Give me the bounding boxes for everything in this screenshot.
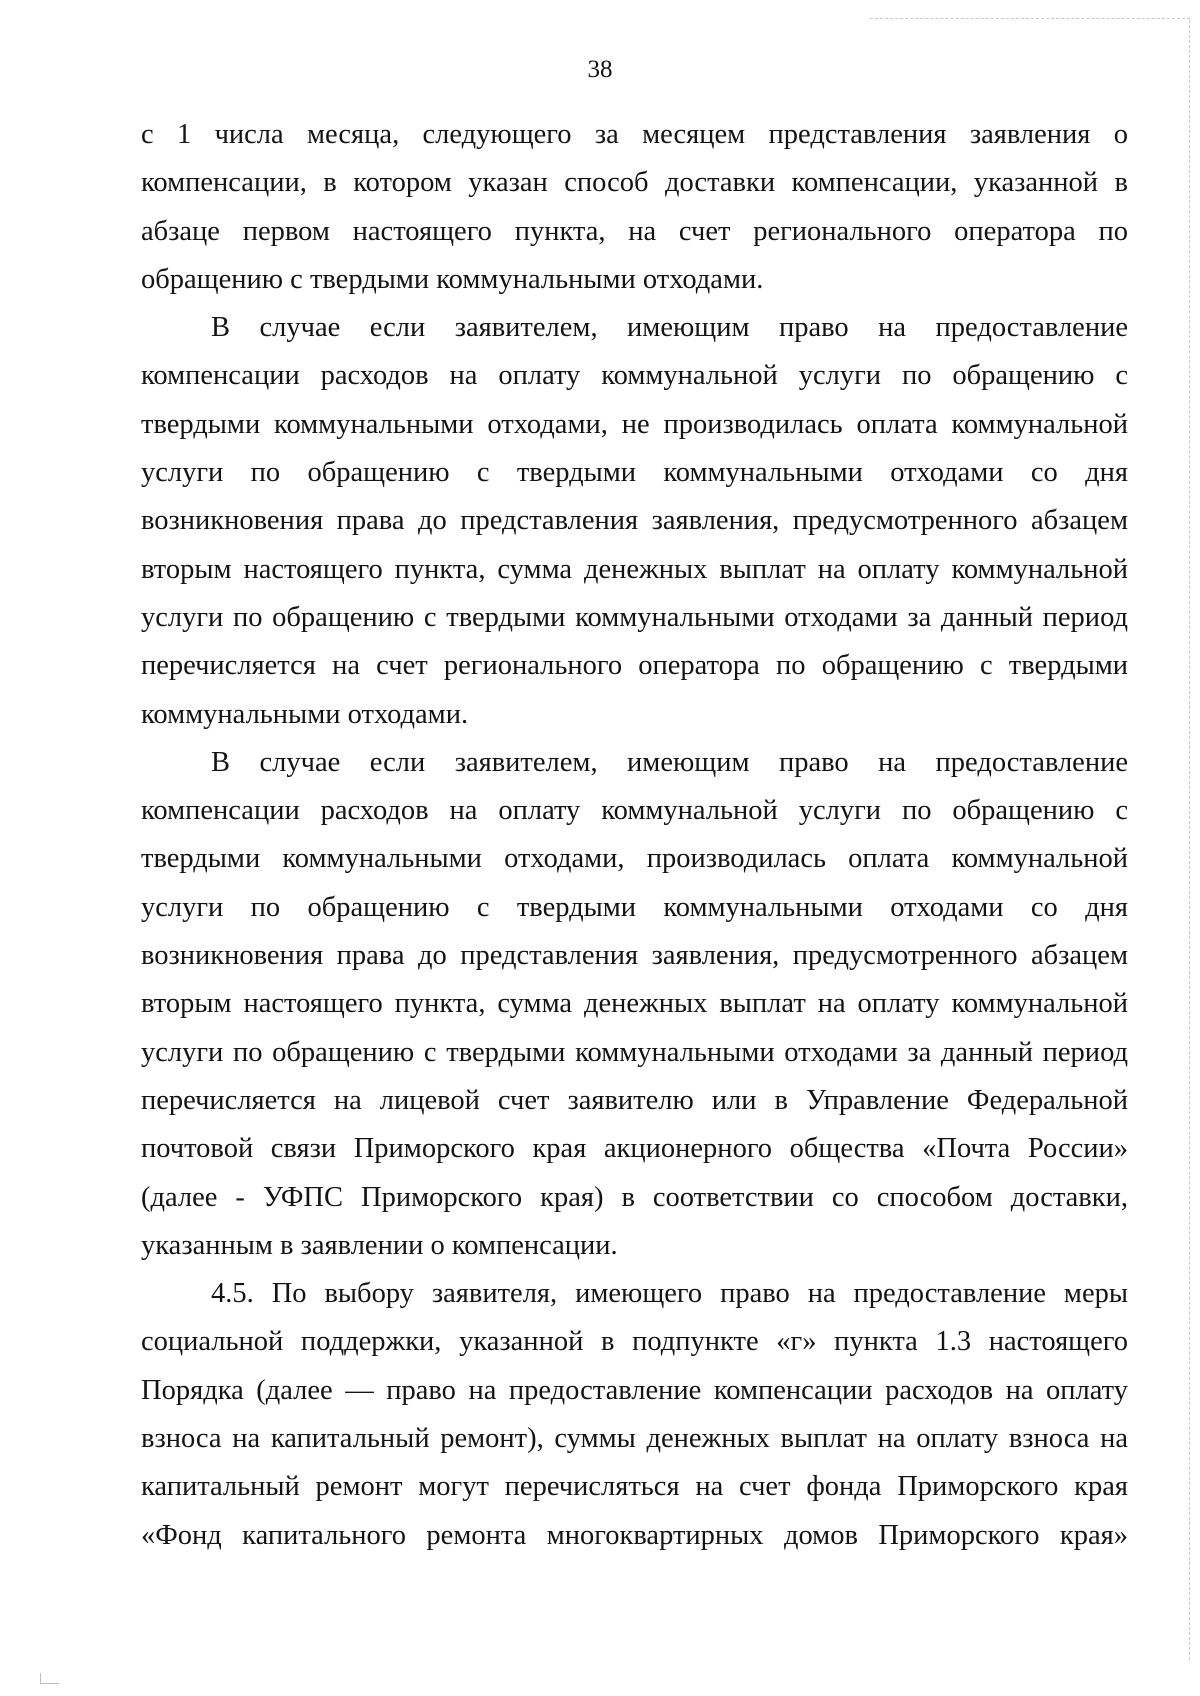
scan-edge-right bbox=[1189, 20, 1190, 1660]
paragraph-case-no-payment: В случае если заявителем, имеющим право на предоставление компенсации расходов на оплату коммунальной услуги по обращению с твердыми коммунальными отходами, не производилась оплата коммунальной услуги по обращению с твердыми коммунальными отходами со дня возникновения права до представления заявления, предусмотренного абзацем вторым настоящего пункта, сумма денежных выплат на оплату коммунальной услуги по обращению с твердыми коммунальными отходами за данный период перечисляется на счет регионального оператора по обращению с твердыми коммунальными отходами. bbox=[141, 312, 1128, 730]
scan-corner-mark bbox=[40, 1673, 59, 1684]
paragraph-continuation: с 1 числа месяца, следующего за месяцем представления заявления о компенсации, в котором указан способ доставки компенсации, указанной в абзаце первом настоящего пункта, на счет регионального оператора по обращению с твердыми коммунальными отходами. bbox=[141, 119, 1128, 295]
page-number: 38 bbox=[587, 56, 613, 83]
paragraph-case-payment: В случае если заявителем, имеющим право на предоставление компенсации расходов на оплату коммунальной услуги по обращению с твердыми коммунальными отходами, производилась оплата коммунальной услуги по обращению с твердыми коммунальными отходами со дня возникновения права до представления заявления, предусмотренного абзацем вторым настоящего пункта, сумма денежных выплат на оплату коммунальной услуги по обращению с твердыми коммунальными отходами за данный период перечисляется на лицевой счет заявителю или в Управление Федеральной почтовой связи Приморского края акционерного общества «Почта России» (далее - УФПС Приморского края) в соответствии со способом доставки, указанным в заявлении о компенсации. bbox=[141, 746, 1128, 1261]
paragraph-4-5: 4.5. По выбору заявителя, имеющего право на предоставление меры социальной поддержки, указанной в подпункте «г» пункта 1.3 настоящего Порядка (далее — право на предоставление компенсации расходов на оплату взноса на капитальный ремонт), суммы денежных выплат на оплату взноса на капитальный ремонт могут перечисляться на счет фонда Приморского края «Фонд капитального ремонта многоквартирных домов Приморского края» bbox=[141, 1278, 1128, 1551]
scan-edge-top bbox=[870, 18, 1190, 19]
document-body bbox=[141, 111, 1128, 1560]
